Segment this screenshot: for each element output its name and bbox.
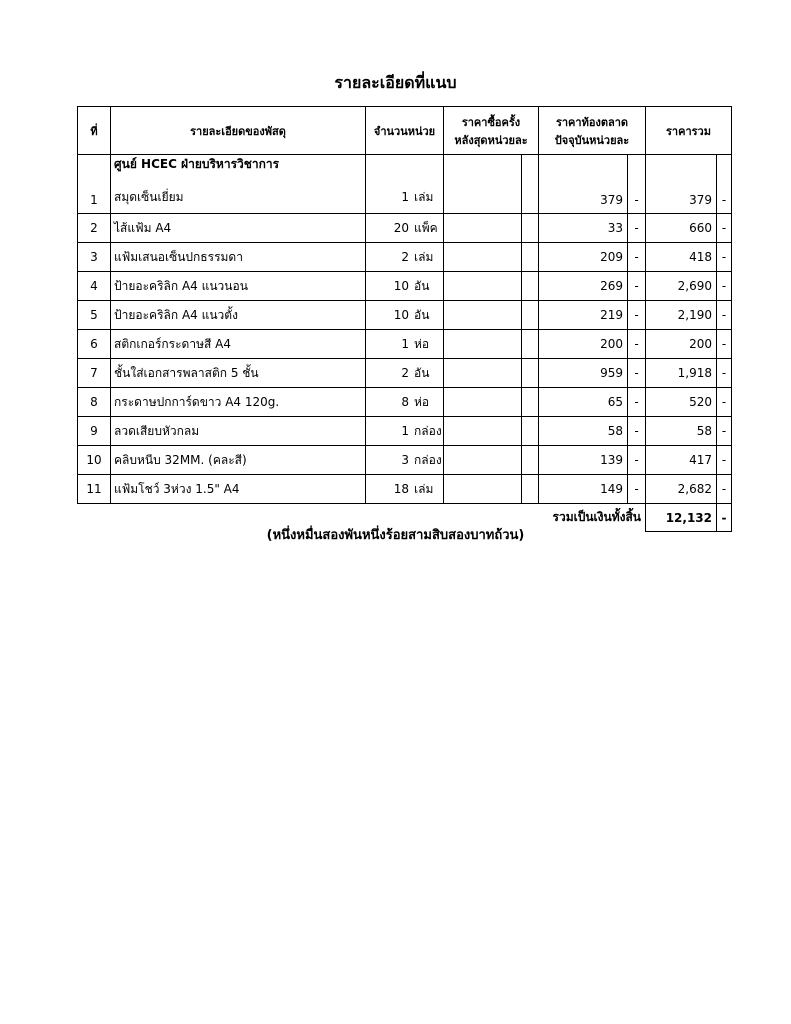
last-price-decimal-cell — [522, 155, 539, 214]
item-unit: เล่ม — [414, 249, 434, 264]
item-unit: กล่อง — [414, 452, 442, 467]
table-row — [78, 243, 732, 272]
line-total-decimal: - — [717, 330, 732, 359]
header-last-price — [444, 107, 539, 155]
last-price-decimal-cell — [522, 359, 539, 388]
line-total-decimal: - — [717, 359, 732, 388]
market-price: 33 — [539, 214, 628, 243]
grand-total-decimal: - — [717, 504, 732, 532]
item-name: ชั้นใส่เอกสารพลาสติก 5 ชั้น — [114, 365, 259, 380]
item-qty-unit — [366, 272, 444, 301]
market-price: 65 — [539, 388, 628, 417]
market-price: 379 — [539, 155, 628, 214]
header-last-price-line2: หลังสุดหน่วยละ — [454, 133, 528, 147]
item-detail — [111, 330, 366, 359]
item-name: สติกเกอร์กระดาษสี A4 — [114, 336, 231, 351]
market-price: 219 — [539, 301, 628, 330]
item-quantity: 10 — [393, 307, 409, 322]
item-qty-unit — [366, 330, 444, 359]
grand-total-value: 12,132 — [646, 504, 717, 532]
item-qty-unit — [366, 155, 444, 214]
last-price-decimal-cell — [522, 388, 539, 417]
item-detail — [111, 301, 366, 330]
last-price-cell — [444, 155, 522, 214]
table-row — [78, 359, 732, 388]
item-detail — [111, 214, 366, 243]
market-price-decimal: - — [628, 301, 646, 330]
item-qty-unit — [366, 417, 444, 446]
market-price-decimal: - — [628, 214, 646, 243]
market-price-decimal: - — [628, 446, 646, 475]
header-total: ราคารวม — [646, 107, 732, 155]
last-price-cell — [444, 214, 522, 243]
line-total: 2,682 — [646, 475, 717, 504]
item-unit: อัน — [414, 307, 430, 322]
market-price-decimal: - — [628, 272, 646, 301]
row-number: 11 — [78, 475, 111, 504]
amount-in-words: (หนึ่งหมื่นสองพันหนึ่งร้อยสามสิบสองบาทถ้วน) — [266, 528, 525, 543]
item-qty-unit — [366, 359, 444, 388]
row-number: 2 — [78, 214, 111, 243]
item-qty-unit — [366, 243, 444, 272]
row-number: 10 — [78, 446, 111, 475]
last-price-cell — [444, 359, 522, 388]
item-qty-unit — [366, 388, 444, 417]
line-total-decimal: - — [717, 243, 732, 272]
row-number: 8 — [78, 388, 111, 417]
last-price-decimal-cell — [522, 243, 539, 272]
item-detail — [111, 417, 366, 446]
line-total-decimal: - — [717, 388, 732, 417]
header-last-price-line1: ราคาซื้อครั้ง — [461, 115, 521, 129]
last-price-cell — [444, 475, 522, 504]
market-price-decimal: - — [628, 417, 646, 446]
row-number: 6 — [78, 330, 111, 359]
line-total: 200 — [646, 330, 717, 359]
last-price-decimal-cell — [522, 417, 539, 446]
market-price: 200 — [539, 330, 628, 359]
line-total-decimal: - — [717, 417, 732, 446]
header-qty-unit: จำนวนหน่วย — [366, 107, 444, 155]
row-number: 3 — [78, 243, 111, 272]
line-total: 1,918 — [646, 359, 717, 388]
line-total: 418 — [646, 243, 717, 272]
line-total-decimal: - — [717, 301, 732, 330]
row-number: 9 — [78, 417, 111, 446]
item-unit: เล่ม — [414, 481, 434, 496]
item-name: กระดาษปกการ์ดขาว A4 120g. — [114, 394, 280, 409]
item-detail — [111, 243, 366, 272]
item-qty-unit — [366, 214, 444, 243]
market-price-decimal: - — [628, 359, 646, 388]
item-quantity: 3 — [401, 452, 409, 467]
item-quantity: 8 — [401, 394, 409, 409]
header-detail: รายละเอียดของพัสดุ — [111, 107, 366, 155]
market-price: 139 — [539, 446, 628, 475]
item-name: แฟ้มโชว์ 3ห่วง 1.5" A4 — [114, 481, 240, 496]
item-quantity: 2 — [401, 365, 409, 380]
item-detail — [111, 388, 366, 417]
line-total-decimal: - — [717, 272, 732, 301]
item-quantity: 1 — [401, 423, 409, 438]
line-total-decimal: - — [717, 446, 732, 475]
last-price-decimal-cell — [522, 446, 539, 475]
market-price: 209 — [539, 243, 628, 272]
item-name: สมุดเซ็นเยี่ยม — [114, 190, 184, 204]
document-title: รายละเอียดที่แนบ — [334, 73, 457, 92]
table-row — [78, 272, 732, 301]
item-unit: เล่ม — [414, 190, 434, 204]
row-number: 7 — [78, 359, 111, 388]
last-price-cell — [444, 388, 522, 417]
header-market-price-line1: ราคาท้องตลาด — [555, 115, 629, 129]
last-price-decimal-cell — [522, 301, 539, 330]
table-row — [78, 388, 732, 417]
item-unit: แพ็ค — [414, 220, 438, 235]
item-name: ป้ายอะคริลิก A4 แนวนอน — [114, 278, 248, 293]
item-quantity: 18 — [393, 481, 409, 496]
header-market-price — [539, 107, 646, 155]
items-body — [78, 155, 732, 504]
market-price-decimal: - — [628, 155, 646, 214]
market-price: 269 — [539, 272, 628, 301]
line-total-decimal: - — [717, 214, 732, 243]
item-quantity: 1 — [401, 190, 409, 204]
row-number: 4 — [78, 272, 111, 301]
last-price-cell — [444, 243, 522, 272]
line-total: 2,190 — [646, 301, 717, 330]
item-detail — [111, 446, 366, 475]
item-qty-unit — [366, 475, 444, 504]
market-price-decimal: - — [628, 243, 646, 272]
item-unit: กล่อง — [414, 423, 442, 438]
item-name: ป้ายอะคริลิก A4 แนวตั้ง — [114, 307, 238, 322]
item-quantity: 2 — [401, 249, 409, 264]
item-detail — [111, 272, 366, 301]
line-total: 520 — [646, 388, 717, 417]
item-unit: อัน — [414, 365, 430, 380]
line-total: 379 — [646, 155, 717, 214]
line-total: 2,690 — [646, 272, 717, 301]
market-price-decimal: - — [628, 475, 646, 504]
market-price-decimal: - — [628, 388, 646, 417]
last-price-cell — [444, 272, 522, 301]
table-row — [78, 330, 732, 359]
row-number: 1 — [78, 155, 111, 214]
line-total: 417 — [646, 446, 717, 475]
table-row — [78, 155, 732, 214]
item-detail — [111, 155, 366, 214]
market-price-decimal: - — [628, 330, 646, 359]
item-name: แฟ้มเสนอเซ็นปกธรรมดา — [114, 249, 243, 264]
table-row — [78, 417, 732, 446]
market-price: 58 — [539, 417, 628, 446]
table-row — [78, 446, 732, 475]
header-no: ที่ — [78, 107, 111, 155]
group-title: ศูนย์ HCEC ฝ่ายบริหารวิชาการ — [114, 157, 280, 171]
line-total-decimal: - — [717, 155, 732, 214]
last-price-decimal-cell — [522, 214, 539, 243]
line-total-decimal: - — [717, 475, 732, 504]
table-row — [78, 301, 732, 330]
row-number: 5 — [78, 301, 111, 330]
item-name: คลิบหนีบ 32MM. (คละสี) — [114, 452, 247, 467]
item-name: ลวดเสียบหัวกลม — [114, 423, 200, 438]
line-total: 58 — [646, 417, 717, 446]
market-price: 959 — [539, 359, 628, 388]
table-row — [78, 214, 732, 243]
item-detail — [111, 475, 366, 504]
last-price-cell — [444, 330, 522, 359]
items-table — [77, 106, 732, 532]
header-row — [78, 107, 732, 155]
header-market-price-line2: ปัจจุบันหน่วยละ — [554, 133, 630, 147]
item-unit: ห่อ — [414, 394, 430, 409]
market-price: 149 — [539, 475, 628, 504]
item-detail — [111, 359, 366, 388]
last-price-cell — [444, 446, 522, 475]
last-price-decimal-cell — [522, 330, 539, 359]
item-unit: ห่อ — [414, 336, 430, 351]
line-total: 660 — [646, 214, 717, 243]
item-qty-unit — [366, 446, 444, 475]
grand-total-label: รวมเป็นเงินทั้งสิ้น — [539, 504, 646, 532]
last-price-decimal-cell — [522, 272, 539, 301]
item-quantity: 1 — [401, 336, 409, 351]
item-unit: อัน — [414, 278, 430, 293]
item-quantity: 20 — [393, 220, 409, 235]
last-price-cell — [444, 301, 522, 330]
last-price-cell — [444, 417, 522, 446]
last-price-decimal-cell — [522, 475, 539, 504]
item-name: ไส้แฟ้ม A4 — [114, 220, 172, 235]
item-quantity: 10 — [393, 278, 409, 293]
item-qty-unit — [366, 301, 444, 330]
table-row — [78, 475, 732, 504]
